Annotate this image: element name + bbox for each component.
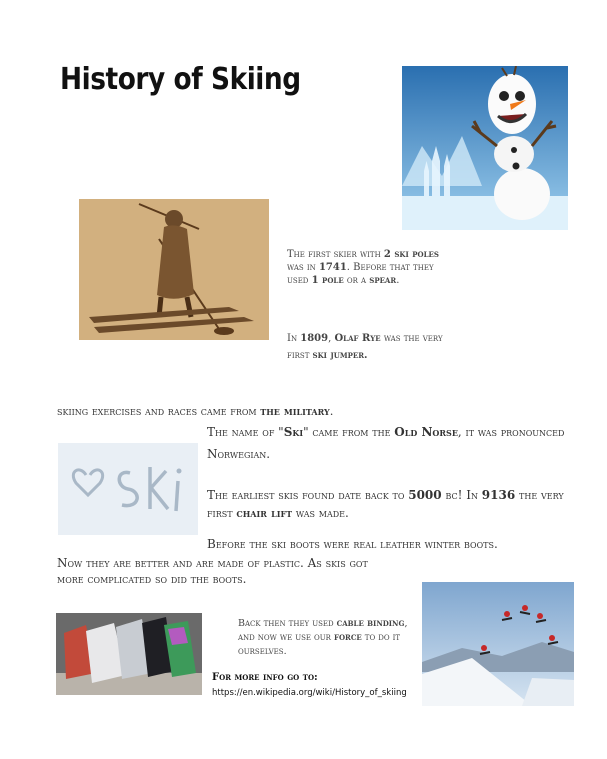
more-info-label: For more info go to:	[212, 672, 318, 683]
ski-boots-image	[56, 613, 202, 695]
page-title: History of Skiing	[60, 62, 301, 97]
earliest-skis-paragraph: The earliest skis found date back to 5000 bc! In 9136 the very first chair lift was made.	[207, 488, 564, 520]
wikipedia-link[interactable]: https://en.wikipedia.org/wiki/History_of_skiing	[212, 688, 407, 698]
poles-paragraph: The first skier with 2 ski poles was in 1741. Before that they used 1 pole or a spear.	[287, 249, 439, 286]
historic-skier-illustration	[79, 199, 269, 340]
olaf-snowman-image	[402, 66, 568, 230]
olaf-rye-paragraph: In 1809, Olaf Rye was the very first ski jumper.	[287, 333, 443, 361]
cable-binding-paragraph: Back then they used cable binding, and now we use our force to do it ourselves.	[238, 618, 408, 657]
ski-boots-paragraph: Before the ski boots were real leather winter boots.	[207, 537, 498, 551]
ski-name-paragraph: The name of "Ski" came from the Old Norse, it was pronounced Norwegian.	[207, 425, 565, 461]
ski-jump-sequence-image	[422, 582, 574, 706]
plastic-boots-paragraph: Now they are better and are made of plastic. As skis got more complicated so did the boots.	[57, 556, 368, 586]
snow-ski-writing-image	[58, 443, 198, 535]
military-line: skiing exercises and races came from the military.	[57, 404, 334, 418]
